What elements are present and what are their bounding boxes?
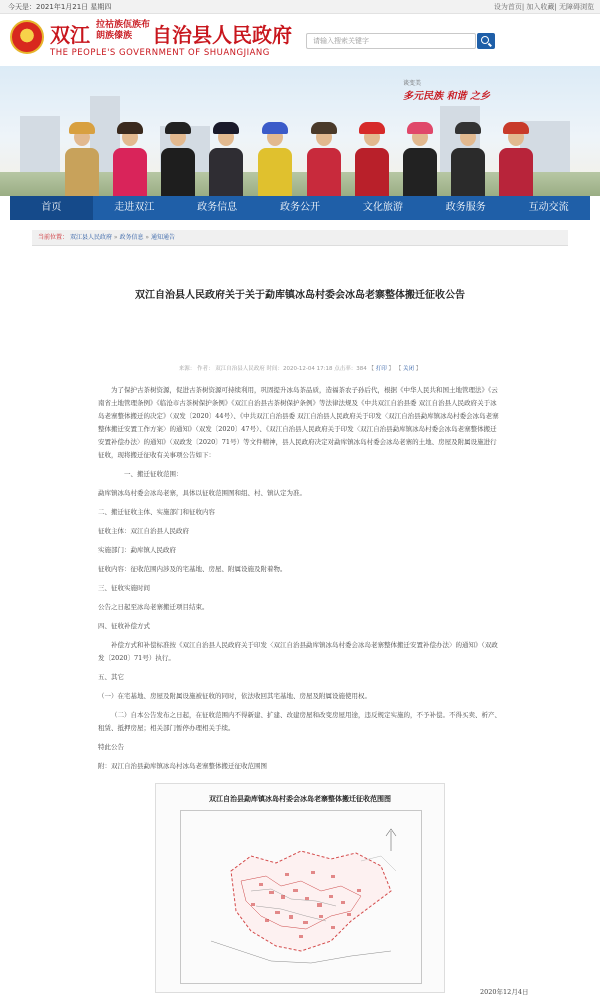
- nav-services[interactable]: 政务服务: [445, 202, 486, 213]
- paragraph: 补偿方式和补偿标准按《双江自治县人民政府关于印发〈双江自治县勐库镇冰岛村委会冰岛老寨整体搬迁安置补偿办法〉的通知》（双政发〔2020〕71号）执行。: [98, 641, 498, 662]
- article-title: 双江自治县人民政府关于关于勐库镇冰岛村委会冰岛老寨整体搬迁征收公告: [135, 290, 465, 301]
- breadcrumb-gov-info[interactable]: 政务信息: [119, 234, 144, 241]
- paragraph: 三、征收实施时间: [98, 584, 150, 592]
- map-drawing: [181, 811, 421, 983]
- current-date: 今天是：2021年1月21日 星期四: [8, 3, 112, 11]
- paragraph: 征收主体：双江自治县人民政府: [98, 527, 189, 535]
- top-links[interactable]: 设为首页| 加入收藏| 无障碍浏览: [493, 3, 594, 11]
- site-title-english: THE PEOPLE'S GOVERNMENT OF SHUANGJIANG: [50, 48, 270, 58]
- paragraph: 二、搬迁征收主体、实施部门和征收内容: [98, 508, 215, 516]
- breadcrumb-home[interactable]: 双江县人民政府: [69, 234, 112, 241]
- paragraph: （二）自本公告发布之日起，在征收范围内不得新建、扩建、改建房屋和改变房屋用途，违反规定实施的，不予补偿。不得买卖、析产、租赁、抵押房屋；相关部门暂停办理相关手续。: [98, 711, 501, 732]
- nav-interaction[interactable]: 互动交流: [528, 202, 569, 213]
- search-button[interactable]: [477, 33, 495, 49]
- paragraph: 为了保护古茶树资源，促进古茶树资源可持续利用，巩固提升冰岛茶品质，造福茶农子孙后代，根据《中华人民共和国土地管理法》《云南省土地管理条例》《临沧市古茶树保护条例》《双江自治县古茶树保护条例》等法律法规及《中共双江自治县委 双江自治县人民政府关于冰岛老寨整体搬迁的决定》（双发〔2020〕44号）、《中共双江自治县委 双江自治县人民政府关于印发〈双江自治县勐库镇冰岛村委会冰岛老寨整体搬迁安置工作方案〉的通知》（双发〔2020〕47号）、《双江自治县人民政府关于印发〈双江自治县勐库镇冰岛村委会冰岛老寨整体搬迁安置补偿办法〉的通知》（双政发〔2020〕71号）等文件精神，县人民政府决定对勐库镇冰岛村委会冰岛老寨的土地、房屋及附属设施进行征收，现将搬迁征收有关事项公告如下：: [98, 386, 499, 459]
- site-title-ethnic: 拉祜族佤族布朗族傣族: [96, 20, 151, 41]
- site-title-gov: 自治县人民政府: [152, 23, 292, 47]
- national-emblem-icon: ★: [10, 20, 44, 54]
- top-bar: [0, 0, 600, 14]
- paragraph: （一）在宅基地、房屋及附属设施被征收的同时，依法收回其宅基地、房屋及附属设施使用权。: [98, 692, 371, 700]
- map-frame: [180, 810, 422, 984]
- main-nav: [10, 196, 590, 220]
- close-link[interactable]: 关闭: [403, 366, 415, 372]
- search-icon: [481, 36, 489, 44]
- paragraph: 实施部门：勐库镇人民政府: [98, 546, 176, 554]
- paragraph: 公告之日起至冰岛老寨搬迁项目结束。: [98, 603, 209, 611]
- breadcrumb: 当前位置： 双江县人民政府 » 政务信息 » 通知通告: [32, 230, 568, 246]
- article-body: [98, 384, 502, 773]
- banner-slogan: 谈变美 多元民族 和谐 之乡: [403, 80, 490, 102]
- nav-gov-info[interactable]: 政务信息: [197, 202, 238, 213]
- article-meta: 来源： 作者： 双江自治县人民政府 时间：2020-12-04 17:18 点击率：384 【 打印 】 【 关闭 】: [178, 366, 422, 372]
- nav-about[interactable]: 走进双江: [114, 202, 155, 213]
- nav-gov-open[interactable]: 政务公开: [280, 202, 320, 213]
- site-title-county: 双江: [50, 23, 90, 47]
- search-input[interactable]: 请输入搜索关键字: [306, 33, 476, 49]
- breadcrumb-notices[interactable]: 通知通告: [150, 234, 175, 241]
- hit-count: 384: [356, 366, 367, 372]
- nav-culture[interactable]: 文化旅游: [362, 202, 403, 213]
- paragraph: 四、征收补偿方式: [98, 622, 150, 630]
- site-header: [0, 14, 600, 66]
- breadcrumb-label: 当前位置：: [38, 234, 69, 241]
- map-title: 双江自治县勐库镇冰岛村委会冰岛老寨整体搬迁征收范围图: [209, 794, 391, 803]
- article-page: [10, 230, 590, 993]
- paragraph: 征收内容：征收范围内涉及的宅基地、房屋、附属设施及附着物。: [98, 565, 287, 573]
- hero-banner: [0, 66, 600, 196]
- paragraph: 特此公告: [98, 743, 124, 751]
- expropriation-map: [155, 783, 445, 993]
- article-date: 2020年12月4日: [480, 988, 529, 996]
- paragraph: 勐库镇冰岛村委会冰岛老寨，具体以征收范围图和组、村、镇认定为准。: [98, 489, 306, 497]
- nav-home[interactable]: 首页: [10, 196, 93, 220]
- paragraph: 五、其它: [98, 673, 124, 681]
- paragraph: 附：双江自治县勐库镇冰岛村冰岛老寨整体搬迁征收范围图: [98, 762, 267, 770]
- paragraph: 一、搬迁征收范围：: [124, 470, 183, 478]
- print-link[interactable]: 打印: [375, 366, 387, 372]
